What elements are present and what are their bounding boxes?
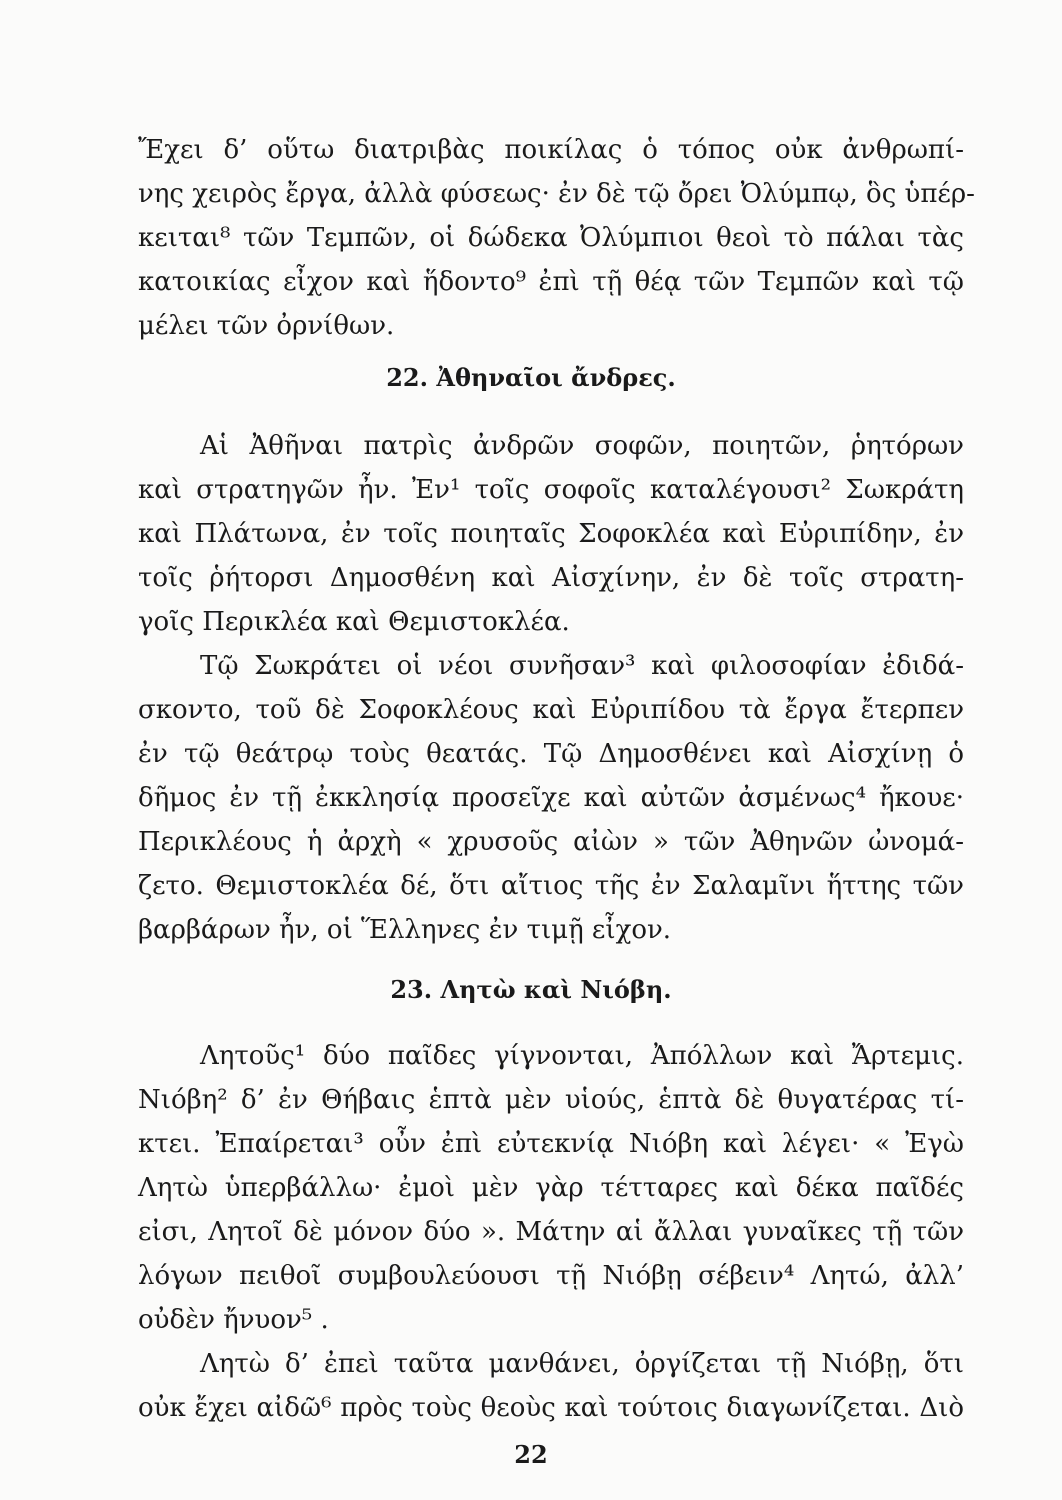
- text-line: λόγων πειθοῖ συμβουλεύουσι τῇ Νιόβῃ σέβειν⁴ Λητώ, ἀλλ’: [138, 1261, 964, 1291]
- text-line: Νιόβη² δ’ ἐν Θήβαις ἑπτὰ μὲν υἱούς, ἑπτὰ δὲ θυγατέρας τί-: [138, 1085, 964, 1115]
- text-line: νης χειρὸς ἔργα, ἀλλὰ φύσεως· ἐν δὲ τῷ ὄρει Ὀλύμπῳ, ὃς ὑπέρ-: [138, 179, 975, 209]
- text-line: βαρβάρων ἦν, οἱ Ἕλληνες ἐν τιμῇ εἶχον.: [138, 915, 672, 945]
- text-line: ἐν τῷ θεάτρῳ τοὺς θεατάς. Τῷ Δημοσθένει καὶ Αἰσχίνῃ ὁ: [138, 739, 964, 769]
- page-number: 22: [514, 1440, 548, 1469]
- text-line: Λητοῦς¹ δύο παῖδες γίγνονται, Ἀπόλλων καὶ Ἄρτεμις.: [200, 1041, 964, 1071]
- text-line: καὶ Πλάτωνα, ἐν τοῖς ποιηταῖς Σοφοκλέα καὶ Εὐριπίδην, ἐν: [138, 519, 964, 549]
- text-line: Τῷ Σωκράτει οἱ νέοι συνῆσαν³ καὶ φιλοσοφίαν ἐδιδά-: [200, 651, 964, 681]
- section-heading-22: 22. Ἀθηναῖοι ἄνδρες.: [386, 363, 676, 392]
- text-line: κειται⁸ τῶν Τεμπῶν, οἱ δώδεκα Ὀλύμπιοι θεοὶ τὸ πάλαι τὰς: [138, 223, 964, 253]
- text-line: οὐκ ἔχει αἰδῶ⁶ πρὸς τοὺς θεοὺς καὶ τούτοις διαγωνίζεται. Διὸ: [138, 1393, 964, 1423]
- text-line: τοῖς ῥήτορσι Δημοσθένη καὶ Αἰσχίνην, ἐν δὲ τοῖς στρατη-: [138, 563, 964, 593]
- text-line: καὶ στρατηγῶν ἦν. Ἐν¹ τοῖς σοφοῖς καταλέγουσι² Σωκράτη: [138, 475, 964, 505]
- text-line: Λητὼ δ’ ἐπεὶ ταῦτα μανθάνει, ὀργίζεται τῇ Νιόβῃ, ὅτι: [200, 1349, 964, 1379]
- text-line: μέλει τῶν ὀρνίθων.: [138, 311, 395, 341]
- text-line: Λητὼ ὑπερβάλλω· ἐμοὶ μὲν γὰρ τέτταρες καὶ δέκα παῖδές: [138, 1173, 964, 1203]
- text-line: ζετο. Θεμιστοκλέα δέ, ὅτι αἴτιος τῆς ἐν Σαλαμῖνι ἥττης τῶν: [138, 871, 964, 901]
- section-heading-23: 23. Λητὼ καὶ Νιόβη.: [390, 975, 672, 1004]
- text-line: Περικλέους ἡ ἀρχὴ « χρυσοῦς αἰὼν » τῶν Ἀθηνῶν ὠνομά-: [138, 827, 964, 857]
- text-line: κτει. Ἐπαίρεται³ οὖν ἐπὶ εὐτεκνίᾳ Νιόβη καὶ λέγει· « Ἐγὼ: [138, 1129, 964, 1159]
- text-line: κατοικίας εἶχον καὶ ἥδοντο⁹ ἐπὶ τῇ θέᾳ τῶν Τεμπῶν καὶ τῷ: [138, 267, 964, 297]
- text-line: Ἔχει δ’ οὕτω διατριβὰς ποικίλας ὁ τόπος οὐκ ἀνθρωπί-: [138, 135, 964, 165]
- text-line: εἰσι, Λητοῖ δὲ μόνον δύο ». Μάτην αἱ ἄλλαι γυναῖκες τῇ τῶν: [138, 1217, 964, 1247]
- text-line: σκοντο, τοῦ δὲ Σοφοκλέους καὶ Εὐριπίδου τὰ ἔργα ἔτερπεν: [138, 695, 964, 725]
- text-line: δῆμος ἐν τῇ ἐκκλησίᾳ προσεῖχε καὶ αὐτῶν ἀσμένως⁴ ἤκουε·: [138, 783, 964, 813]
- text-line: οὐδὲν ἤνυον⁵ .: [138, 1305, 329, 1335]
- text-line: Αἱ Ἀθῆναι πατρὶς ἀνδρῶν σοφῶν, ποιητῶν, ῥητόρων: [200, 431, 964, 461]
- text-line: γοῖς Περικλέα καὶ Θεμιστοκλέα.: [138, 607, 570, 637]
